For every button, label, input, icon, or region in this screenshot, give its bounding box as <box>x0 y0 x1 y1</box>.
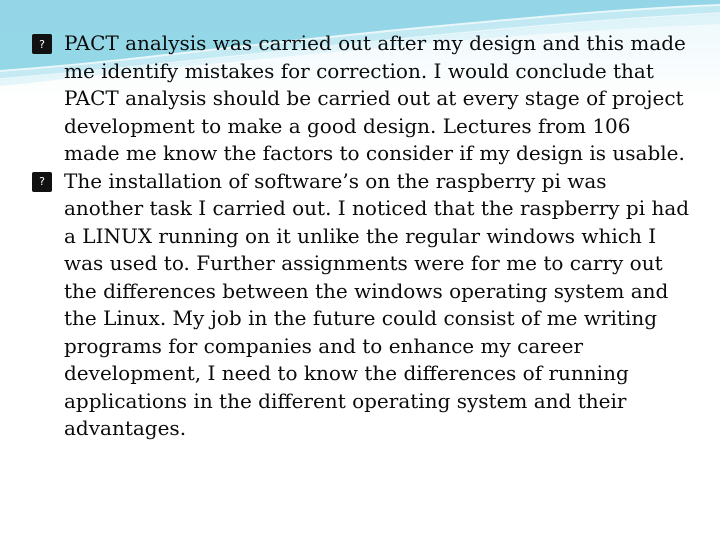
bullet-text-1: PACT analysis was carried out after my design and this made me identify mistakes for correction. I would conclude that PACT analysis should be carried out at every stage of project development to make a good design. Lectures from 106 made me know the factors to consider if my design is usable. <box>64 31 686 165</box>
bullet-marker-2: ? <box>32 172 52 192</box>
bullet-text-2: The installation of software’s on the raspberry pi was another task I carried out. I noticed that the raspberry pi had a LINUX running on it unlike the regular windows which I was used to. Further assignments were for me to carry out the differences between the windows operating system and the Linux. My job in the future could consist of me writing programs for companies and to enhance my career development, I need to know the differences of running applications in the different operating system and their advantages. <box>64 168 690 440</box>
bullet-marker-1: ? <box>32 34 52 54</box>
bullet-item-2 <box>32 168 692 443</box>
slide-content <box>32 30 692 443</box>
bullet-item-1 <box>32 30 692 168</box>
